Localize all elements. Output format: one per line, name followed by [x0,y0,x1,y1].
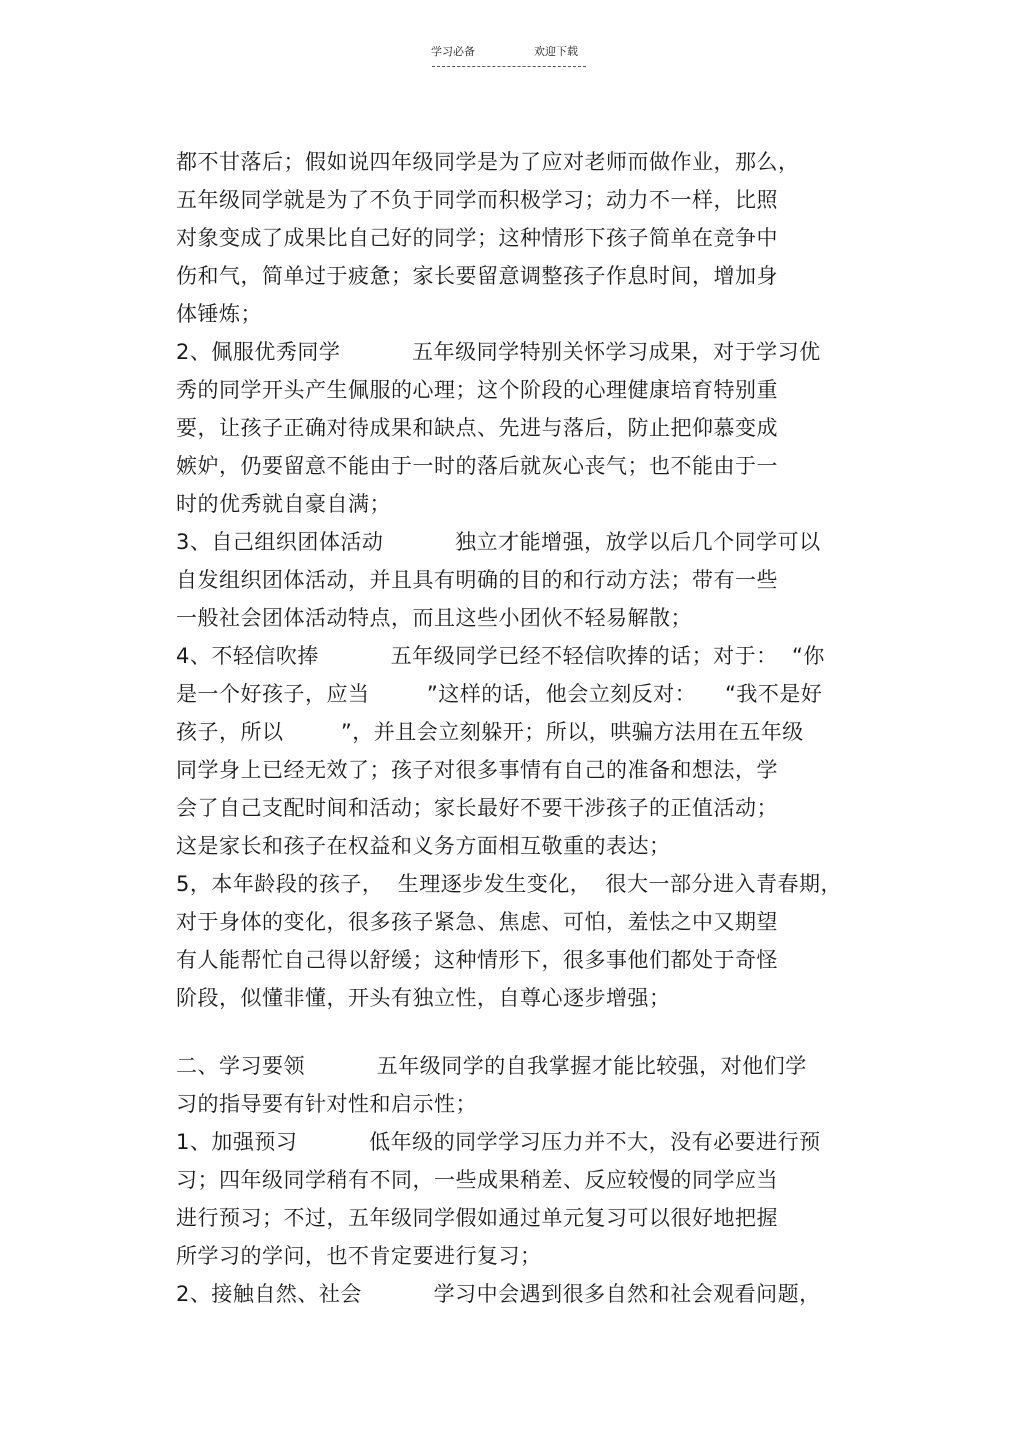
text-line: 嫉妒，仍要留意不能由于一时的落后就灰心丧气；也不能由于一 [176,454,778,478]
text-line: 伤和气，简单过于疲惫；家长要留意调整孩子作息时间，增加身 [176,264,778,288]
text-line: 一般社会团体活动特点，而且这些小团伙不轻易解散； [176,606,692,630]
text-line: 时的优秀就自豪自满； [176,492,391,516]
text-line: 同学身上已经无效了；孩子对很多事情有自己的准备和想法，学 [176,758,778,782]
header-right-text: 欢迎下载 [534,45,578,58]
text-line: 2、佩服优秀同学 五年级同学特别关怀学习成果，对于学习优 [176,340,821,364]
text-line: 对象变成了成果比自己好的同学；这种情形下孩子简单在竞争中 [176,226,778,250]
page-header [0,44,1024,74]
header-left-text: 学习必备 [431,45,475,58]
text-line: 对于身体的变化，很多孩子紧急、焦虑、可怕，羞怯之中又期望 [176,910,778,934]
text-line: 五年级同学就是为了不负于同学而积极学习；动力不一样，比照 [176,188,778,212]
text-line: 1、加强预习 低年级的同学学习压力并不大，没有必要进行预 [176,1130,821,1154]
text-line: 习的指导要有针对性和启示性； [176,1092,477,1116]
text-line: 5，本年龄段的孩子， 生理逐步发生变化， 很大一部分进入青春期， [176,872,843,896]
text-line: 体锤炼； [176,302,262,326]
text-line: 秀的同学开头产生佩服的心理；这个阶段的心理健康培育特别重 [176,378,778,402]
text-line: 会了自己支配时间和活动；家长最好不要干涉孩子的正值活动； [176,796,778,820]
text-line: 习；四年级同学稍有不同，一些成果稍差、反应较慢的同学应当 [176,1168,778,1192]
text-line: 3、自己组织团体活动 独立才能增强，放学以后几个同学可以 [176,530,821,554]
text-line: 是一个好孩子，应当 ”这样的话，他会立刻反对： “我不是好 [176,682,823,706]
text-line: 都不甘落后；假如说四年级同学是为了应对老师而做作业，那么， [176,150,800,174]
text-line: 4、不轻信吹捧 五年级同学已经不轻信吹捧的话；对于： “你 [176,644,825,668]
text-line: 进行预习；不过，五年级同学假如通过单元复习可以很好地把握 [176,1206,778,1230]
header-divider [432,66,586,67]
text-line: 2、接触自然、社会 学习中会遇到很多自然和社会观看问题， [176,1282,821,1306]
text-line: 二、学习要领 五年级同学的自我掌握才能比较强，对他们学 [176,1054,807,1078]
text-line: 有人能帮忙自己得以舒缓；这种情形下，很多事他们都处于奇怪 [176,948,778,972]
text-line: 孩子，所以 ”，并且会立刻躲开；所以，哄骗方法用在五年级 [176,720,804,744]
text-line: 所学习的学问，也不肯定要进行复习； [176,1244,542,1268]
text-line: 要，让孩子正确对待成果和缺点、先进与落后，防止把仰慕变成 [176,416,778,440]
text-line: 自发组织团体活动，并且具有明确的目的和行动方法；带有一些 [176,568,778,592]
text-line: 阶段，似懂非懂，开头有独立性，自尊心逐步增强； [176,986,671,1010]
text-line: 这是家长和孩子在权益和义务方面相互敬重的表达； [176,834,671,858]
